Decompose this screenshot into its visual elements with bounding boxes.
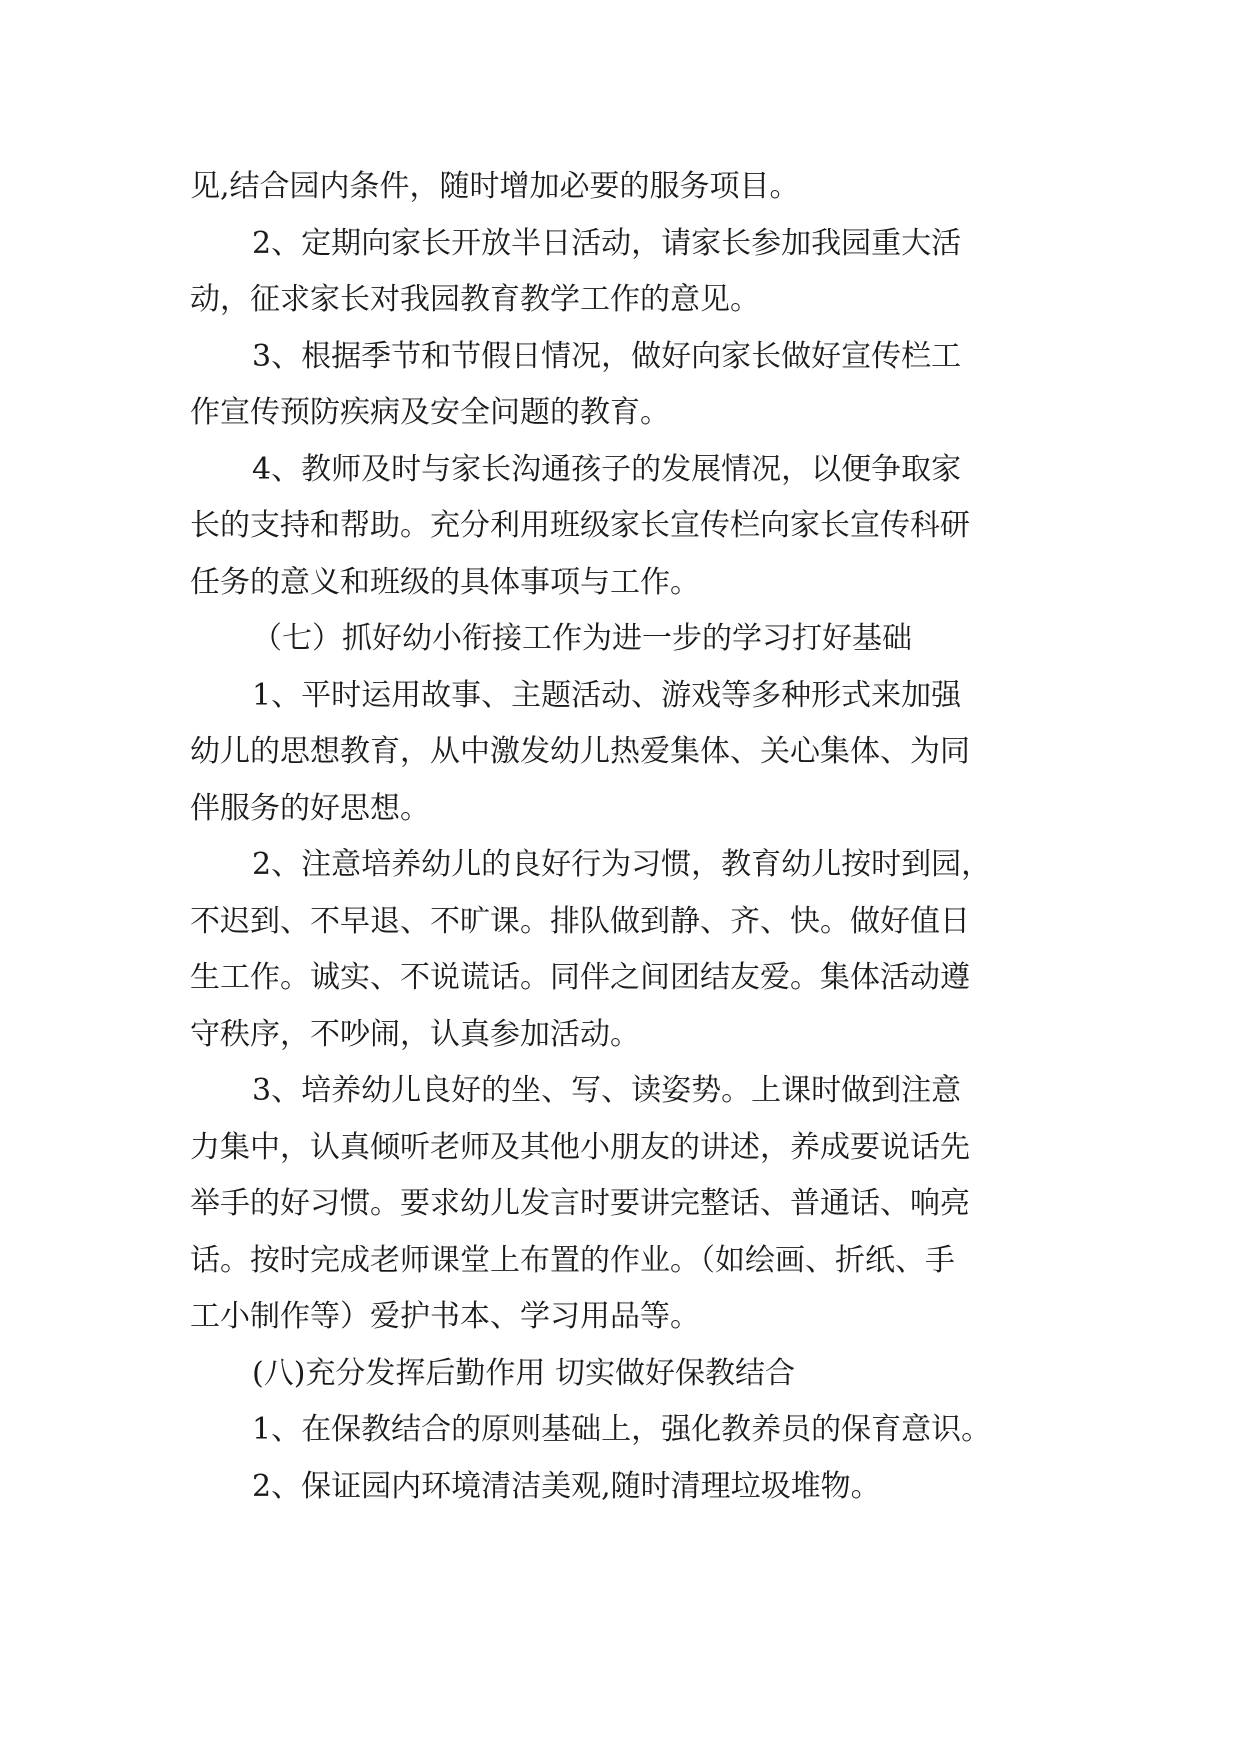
text-line: 力集中，认真倾听老师及其他小朋友的讲述，养成要说话先 — [190, 1130, 970, 1165]
text-line: 作宣传预防疾病及安全问题的教育。 — [190, 395, 670, 430]
text-line: 3、根据季节和节假日情况，做好向家长做好宣传栏工 — [252, 339, 962, 374]
text-line: 1、平时运用故事、主题活动、游戏等多种形式来加强 — [252, 678, 962, 713]
text-line: 任务的意义和班级的具体事项与工作。 — [190, 565, 700, 600]
text-line: 话。按时完成老师课堂上布置的作业。（如绘画、折纸、手 — [190, 1243, 955, 1278]
text-line: 3、培养幼儿良好的坐、写、读姿势。上课时做到注意 — [252, 1073, 962, 1108]
section-heading: （七）抓好幼小衔接工作为进一步的学习打好基础 — [252, 621, 912, 656]
text-line: 伴服务的好思想。 — [190, 791, 430, 826]
text-line: 2、注意培养幼儿的良好行为习惯，教育幼儿按时到园， — [252, 847, 992, 882]
text-line: 举手的好习惯。要求幼儿发言时要讲完整话、普通话、响亮 — [190, 1186, 970, 1221]
text-line: 4、教师及时与家长沟通孩子的发展情况，以便争取家 — [252, 452, 962, 487]
text-line: 见,结合园内条件，随时增加必要的服务项目。 — [190, 169, 800, 204]
section-heading: (八)充分发挥后勤作用 切实做好保教结合 — [252, 1356, 795, 1391]
text-line: 2、保证园内环境清洁美观,随时清理垃圾堆物。 — [252, 1469, 881, 1504]
text-line: 2、定期向家长开放半日活动，请家长参加我园重大活 — [252, 226, 962, 261]
text-line: 守秩序，不吵闹，认真参加活动。 — [190, 1017, 640, 1052]
text-line: 工小制作等）爱护书本、学习用品等。 — [190, 1299, 700, 1334]
text-line: 长的支持和帮助。充分利用班级家长宣传栏向家长宣传科研 — [190, 508, 970, 543]
text-line: 不迟到、不早退、不旷课。排队做到静、齐、快。做好值日 — [190, 904, 970, 939]
text-line: 幼儿的思想教育，从中激发幼儿热爱集体、关心集体、为同 — [190, 734, 970, 769]
text-line: 动，征求家长对我园教育教学工作的意见。 — [190, 282, 760, 317]
text-line: 1、在保教结合的原则基础上，强化教养员的保育意识。 — [252, 1412, 992, 1447]
text-line: 生工作。诚实、不说谎话。同伴之间团结友爱。集体活动遵 — [190, 960, 970, 995]
